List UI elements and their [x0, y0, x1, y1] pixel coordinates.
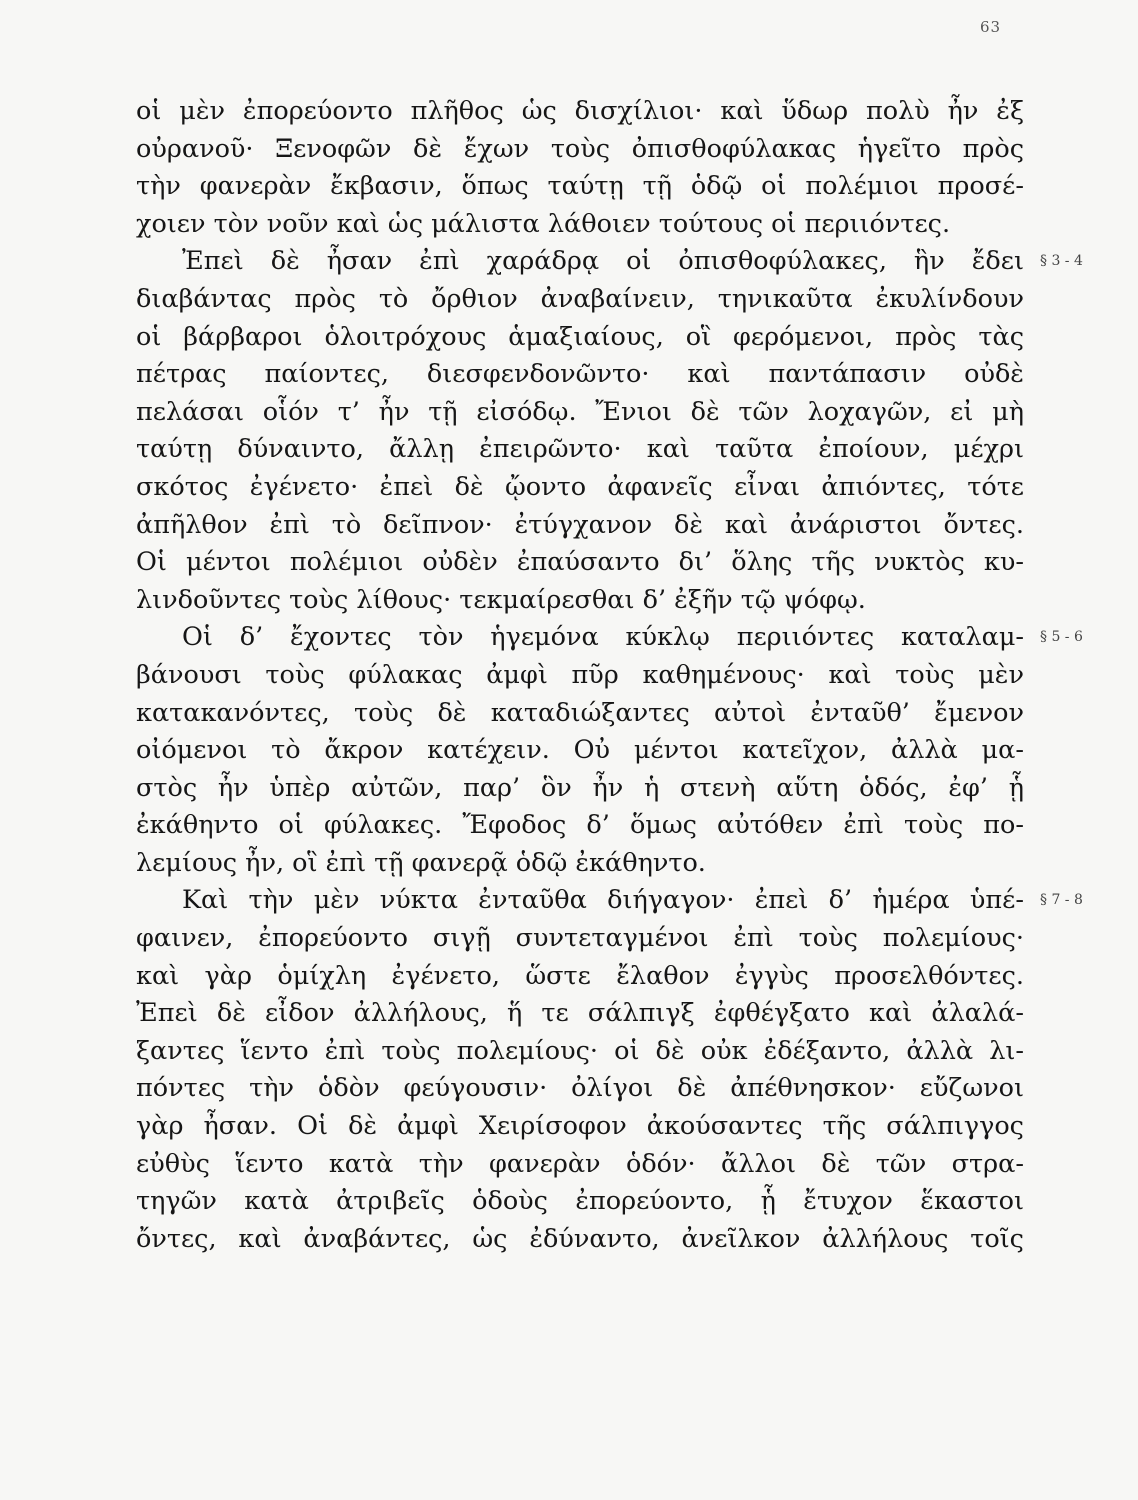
text-line [136, 431, 1024, 469]
page-number: 63 [980, 18, 1002, 36]
text-line [136, 1146, 1024, 1184]
text-line [136, 243, 1083, 281]
text-line-content: οἱ μὲν ἐπορεύοντο πλῆθος ὡς δισχίλιοι· καὶ ὕδωρ πολὺ ἦν ἐξ [136, 96, 1025, 126]
text-line-content: σκότος ἐγένετο· ἐπεὶ δὲ ᾤοντο ἀφανεῖς εἶναι ἀπιόντες, τότε [136, 471, 1025, 502]
text-line [136, 1221, 1024, 1259]
text-line [136, 995, 1024, 1033]
text-line [136, 582, 1024, 620]
text-line [136, 920, 1024, 958]
text-line-content: οἱ βάρβαροι ὁλοιτρόχους ἁμαξιαίους, οἳ φερόμενοι, πρὸς τὰς [136, 321, 1024, 352]
text-line [136, 619, 1083, 657]
text-line [136, 507, 1024, 545]
text-line-content: εὐθὺς ἵεντο κατὰ τὴν φανερὰν ὁδόν· ἄλλοι δὲ τῶν στρα- [136, 1148, 1024, 1179]
text-line-content: κατακανόντες, τοὺς δὲ καταδιώξαντες αὐτοὶ ἐνταῦθ’ ἔμενον [136, 697, 1024, 728]
text-line-content: διαβάντας πρὸς τὸ ὄρθιον ἀναβαίνειν, τηνικαῦτα ἐκυλίνδουν [136, 283, 1024, 314]
text-line-content: ἐκάθηντο οἱ φύλακες. Ἔφοδος δ’ ὅμως αὐτόθεν ἐπὶ τοὺς πο- [136, 810, 1025, 841]
text-line-content: βάνουσι τοὺς φύλακας ἀμφὶ πῦρ καθημένους· καὶ τοὺς μὲν [136, 659, 1024, 690]
margin-section-note: § 7 - 8 [1040, 892, 1083, 909]
text-line-content: λινδοῦντες τοὺς λίθους· τεκμαίρεσθαι δ’ ἐξῆν τῷ ψόφῳ. [136, 584, 866, 615]
text-line-content: τὴν φανερὰν ἔκβασιν, ὅπως ταύτῃ τῇ ὁδῷ οἱ πολέμιοι προσέ- [136, 171, 1024, 202]
text-line [136, 281, 1024, 319]
text-line-content: ταύτῃ δύναιντο, ἄλλῃ ἐπειρῶντο· καὶ ταῦτα ἐποίουν, μέχρι [136, 434, 1024, 465]
text-line-content: τηγῶν κατὰ ἀτριβεῖς ὁδοὺς ἐπορεύοντο, ᾗ ἔτυχον ἕκαστοι [136, 1186, 1024, 1217]
text-line [136, 845, 1024, 883]
text-line-content: καὶ γὰρ ὁμίχλη ἐγένετο, ὥστε ἔλαθον ἐγγὺς προσελθόντες. [136, 960, 1024, 991]
text-line [136, 695, 1024, 733]
text-line [136, 732, 1024, 770]
text-line-content: Ἐπεὶ δὲ ἦσαν ἐπὶ χαράδρᾳ οἱ ὀπισθοφύλακες, ἣν ἔδει [182, 246, 1024, 277]
text-line [136, 469, 1024, 507]
text-line [136, 93, 1024, 131]
margin-section-note: § 5 - 6 [1040, 629, 1083, 646]
text-line [136, 882, 1083, 920]
text-line-content: γὰρ ἦσαν. Οἱ δὲ ἀμφὶ Χειρίσοφον ἀκούσαντες τῆς σάλπιγγος [136, 1111, 1024, 1142]
text-line-content: ξαντες ἵεντο ἐπὶ τοὺς πολεμίους· οἱ δὲ οὐκ ἐδέξαντο, ἀλλὰ λι- [136, 1035, 1024, 1066]
text-line [136, 1108, 1024, 1146]
text-line [136, 394, 1024, 432]
text-line [136, 356, 1024, 394]
text-line [136, 770, 1024, 808]
text-line [136, 1070, 1024, 1108]
text-line [136, 657, 1024, 695]
text-line [136, 131, 1024, 169]
body-text [136, 93, 1083, 1258]
text-line [136, 544, 1024, 582]
text-line-content: λεμίους ἦν, οἳ ἐπὶ τῇ φανερᾷ ὁδῷ ἐκάθηντο. [136, 847, 706, 878]
text-line [136, 958, 1024, 996]
text-line-content: Καὶ τὴν μὲν νύκτα ἐνταῦθα διήγαγον· ἐπεὶ δ’ ἡμέρα ὑπέ- [182, 885, 1025, 916]
text-line-content: ὄντες, καὶ ἀναβάντες, ὡς ἐδύναντο, ἀνεῖλκον ἀλλήλους τοῖς [136, 1223, 1024, 1254]
text-line-content: πελάσαι οἷόν τ’ ἦν τῇ εἰσόδῳ. Ἔνιοι δὲ τῶν λοχαγῶν, εἰ μὴ [136, 396, 1024, 427]
text-line-content: οὐρανοῦ· Ξενοφῶν δὲ ἔχων τοὺς ὀπισθοφύλακας ἡγεῖτο πρὸς [136, 133, 1025, 164]
text-line-content: Ἐπεὶ δὲ εἶδον ἀλλήλους, ἥ τε σάλπιγξ ἐφθέγξατο καὶ ἀλαλά- [136, 998, 1024, 1029]
text-line-content: στὸς ἦν ὑπὲρ αὐτῶν, παρ’ ὃν ἦν ἡ στενὴ αὕτη ὁδός, ἐφ’ ᾗ [136, 772, 1025, 803]
text-line-content: οἰόμενοι τὸ ἄκρον κατέχειν. Οὐ μέντοι κατεῖχον, ἀλλὰ μα- [136, 735, 1024, 766]
text-line-content: χοιεν τὸν νοῦν καὶ ὡς μάλιστα λάθοιεν τούτους οἱ περιιόντες. [136, 208, 951, 239]
text-line-content: φαινεν, ἐπορεύοντο σιγῇ συντεταγμένοι ἐπὶ τοὺς πολεμίους· [136, 923, 1024, 954]
text-line [136, 1183, 1024, 1221]
text-line-content: πέτρας παίοντες, διεσφενδονῶντο· καὶ παντάπασιν οὐδὲ [136, 359, 1024, 390]
text-line-content: Οἱ δ’ ἔχοντες τὸν ἡγεμόνα κύκλῳ περιιόντες καταλαμ- [182, 622, 1025, 653]
text-line [136, 1033, 1024, 1071]
text-line [136, 807, 1024, 845]
text-line [136, 206, 1024, 244]
text-line-content: πόντες τὴν ὁδὸν φεύγουσιν· ὀλίγοι δὲ ἀπέθνησκον· εὔζωνοι [136, 1073, 1024, 1104]
text-line [136, 319, 1024, 357]
text-line-content: ἀπῆλθον ἐπὶ τὸ δεῖπνον· ἐτύγχανον δὲ καὶ ἀνάριστοι ὄντες. [136, 509, 1025, 540]
margin-section-note: § 3 - 4 [1040, 253, 1083, 270]
text-line-content: Οἱ μέντοι πολέμιοι οὐδὲν ἐπαύσαντο δι’ ὅλης τῆς νυκτὸς κυ- [136, 547, 1024, 578]
text-line [136, 168, 1024, 206]
